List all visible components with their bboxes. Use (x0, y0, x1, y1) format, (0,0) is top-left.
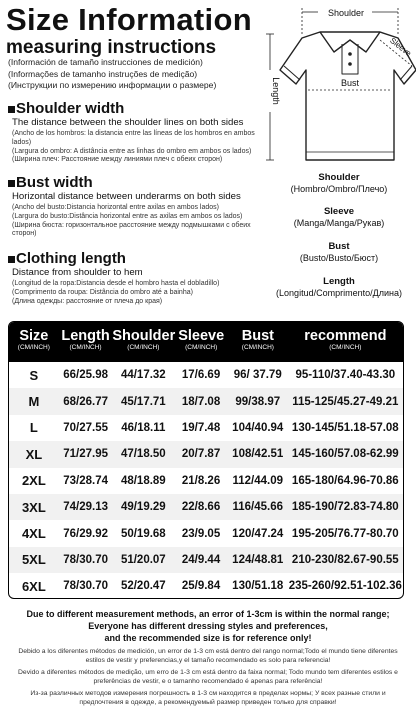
bust-cell: 99/38.97 (235, 395, 281, 408)
sleeve-label: Sleeve (388, 35, 413, 59)
shoulder-cell: 49/19.29 (120, 501, 166, 514)
sleeve-cell: 21/8.26 (181, 474, 221, 487)
shoulder-cell: 44/17.32 (120, 369, 166, 382)
bust-cell: 104/40.94 (232, 421, 284, 434)
bust-cell: 124/48.81 (232, 553, 284, 566)
size-table (8, 321, 404, 599)
length-cell: 74/29.13 (63, 501, 108, 514)
length-section (8, 251, 258, 306)
size-cell: M (28, 394, 40, 410)
recommend-cell: 185-190/72.83-74.80 (291, 501, 399, 514)
shoulder-cell: 47/18.50 (120, 448, 166, 461)
section-note: (Longitud de la ropa:Distancia desde el hombro hasta el dobladillo) (12, 280, 220, 287)
section-title: Clothing length (16, 250, 126, 267)
page-subtitle: measuring instructions (6, 37, 217, 58)
table-header (9, 322, 403, 362)
bust-cell: 112/44.09 (232, 474, 284, 487)
recommend-cell: 195-205/76.77-80.70 (291, 527, 399, 540)
recommend-cell: 95-110/37.40-43.30 (295, 369, 396, 382)
legend-value: (Busto/Busto/Бюст) (299, 253, 379, 263)
table-row (9, 573, 403, 599)
section-desc: Distance from shoulder to hem (12, 267, 143, 278)
button-icon (348, 62, 352, 66)
sleeve-cell: 22/8.66 (181, 501, 221, 514)
disclaimer-line: Due to different measurement methods, an error of 1-3cm is within the normal range; (26, 609, 390, 619)
shoulder-cell: 48/18.89 (120, 474, 166, 487)
shirt-collar (320, 32, 380, 52)
table-row (9, 441, 403, 467)
recommend-cell: 165-180/64.96-70.86 (291, 474, 399, 487)
column-header: Size (CM/INCH) (17, 328, 50, 351)
recommend-cell: 115-125/45.27-49.21 (292, 395, 399, 408)
length-cell: 70/27.55 (63, 421, 108, 434)
recommend-cell: 235-260/92.51-102.36 (288, 580, 402, 593)
table-row (9, 362, 403, 388)
length-cell: 78/30.70 (63, 553, 108, 566)
section-desc: Horizontal distance between underarms on both sides (12, 191, 241, 202)
section-note: (Comprimento da roupa: Distância do ombro até a bainha) (12, 288, 193, 296)
bullet-icon (8, 106, 15, 113)
size-cell: 4XL (21, 526, 46, 542)
size-cell: 3XL (21, 499, 46, 515)
legend-value: (Longitud/Comprimento/Длина) (276, 288, 402, 298)
section-note: (Ширина бюста: горизонтальное расстояние между подмышками с обеих сторон) (12, 221, 251, 238)
size-cell: 2XL (21, 473, 46, 489)
bust-cell: 108/42.51 (232, 448, 284, 461)
sleeve-cell: 25/9.84 (181, 580, 221, 593)
legend-key: Length (323, 276, 355, 287)
sleeve-cell: 18/7.08 (181, 395, 221, 408)
size-cell: XL (25, 446, 43, 462)
section-title: Shoulder width (16, 100, 125, 117)
recommend-cell: 210-230/82.67-90.55 (291, 553, 399, 566)
column-header: Bust (CM/INCH) (241, 328, 274, 351)
legend-key: Shoulder (318, 172, 360, 183)
size-cell: 6XL (21, 578, 46, 594)
subtitle-translations (8, 57, 268, 92)
length-label: Length (271, 77, 281, 105)
bust-cell: 120/47.24 (232, 527, 284, 540)
column-header: recommend (CM/INCH) (304, 328, 387, 351)
disclaimer-line: Everyone has different dressing styles and preferences, (88, 621, 328, 631)
disclaimer-translation: Из-за различных методов измерения погрешность в 1-3 см находится в пределах нормы; У всех разные стили и предпочтения в одежде, а рекомендуемый размер приведен только для справки! (30, 690, 386, 706)
table-row (9, 415, 403, 441)
shoulder-cell: 45/17.71 (120, 395, 166, 408)
column-header: Sleeve (CM/INCH) (178, 328, 225, 351)
recommend-cell: 145-160/57.08-62.99 (291, 448, 399, 461)
disclaimer-translation: Debido a los diferentes métodos de medición, un error de 1-3 cm está dentro del rango normal;Todo el mundo tiene diferentes estilos de vestir y preferencias,y el tamaño recomendado es solo para referencia! (18, 648, 398, 664)
table-row (9, 468, 403, 494)
table-row (9, 494, 403, 520)
recommend-cell: 130-145/51.18-57.08 (291, 421, 399, 434)
column-header: Shoulder (CM/INCH) (112, 328, 176, 351)
sleeve-cell: 17/6.69 (181, 369, 221, 382)
legend-sleeve (262, 206, 416, 229)
bust-section (8, 175, 258, 239)
table-row (9, 520, 403, 546)
table-row (9, 547, 403, 573)
footer-disclaimer (10, 608, 406, 707)
shoulder-cell: 51/20.07 (120, 553, 166, 566)
polo-shirt-diagram (262, 0, 416, 170)
bust-label: Bust (340, 78, 360, 88)
size-cell: S (29, 367, 39, 383)
length-cell: 68/26.77 (63, 395, 108, 408)
legend-shoulder (262, 172, 416, 195)
legend-length (262, 276, 416, 299)
sleeve-cell: 19/7.48 (181, 421, 221, 434)
section-note: (Длина одежды: расстояние от плеча до края) (12, 297, 163, 305)
shoulder-cell: 50/19.68 (120, 527, 166, 540)
size-cell: L (29, 420, 38, 436)
shoulder-section (8, 101, 258, 165)
bust-cell: 116/45.66 (232, 501, 284, 514)
subtitle-translation: (Informações de tamanho instruções de medição) (8, 68, 198, 79)
bullet-icon (8, 180, 15, 187)
disclaimer-line: and the recommended size is for reference only! (104, 633, 312, 643)
length-cell: 78/30.70 (63, 580, 108, 593)
section-note: (Largura do busto:Distância horizontal entre as axilas em ambos os lados) (12, 212, 243, 220)
section-note: (Ancho del busto:Distancia horizontal entre axilas en ambos lados) (12, 204, 220, 211)
shoulder-label: Shoulder (327, 8, 365, 18)
section-note: (Ancho de los hombros: la distancia entre las líneas de los hombros en ambos lados) (12, 130, 255, 146)
table-row (9, 388, 403, 414)
length-cell: 66/25.98 (63, 369, 108, 382)
legend-value: (Manga/Manga/Рукав) (293, 218, 385, 228)
shirt-outline (280, 32, 416, 160)
bust-cell: 96/ 37.79 (233, 369, 282, 382)
legend-bust (262, 241, 416, 264)
bust-cell: 130/51.18 (232, 580, 284, 593)
section-note: (Ширина плеч: Расстояние между линиями плеч с обеих сторон) (12, 156, 223, 164)
bullet-icon (8, 256, 15, 263)
sleeve-cell: 23/9.05 (181, 527, 221, 540)
legend-key: Sleeve (323, 206, 355, 217)
subtitle-translation: (Información de tamaño instrucciones de medición) (8, 57, 203, 67)
size-cell: 5XL (21, 552, 46, 568)
shoulder-cell: 52/20.47 (120, 580, 166, 593)
shoulder-cell: 46/18.11 (121, 421, 166, 434)
legend-key: Bust (328, 241, 350, 252)
subtitle-translation: (Инструкции по измерению информации о размере) (8, 80, 217, 90)
legend-value: (Hombro/Ombro/Плечо) (290, 184, 388, 194)
sleeve-cell: 20/7.87 (181, 448, 221, 461)
section-note: (Largura do ombro: A distância entre as linhas do ombro em ambos os lados) (12, 147, 252, 155)
section-title: Bust width (16, 174, 93, 191)
table-body (9, 362, 403, 599)
length-cell: 76/29.92 (63, 527, 108, 540)
button-icon (348, 52, 352, 56)
disclaimer-translation: Devido a diferentes métodos de medição, um erro de 1-3 cm está dentro da faixa normal; Todo mundo tem diferentes estilos e preferências de vestir, e o tamanho recomendado é apenas para referência! (18, 669, 398, 685)
sleeve-cell: 24/9.44 (181, 553, 221, 566)
page-title: Size Information (6, 2, 252, 37)
column-header: Length (CM/INCH) (61, 328, 110, 351)
section-desc: The distance between the shoulder lines on both sides (12, 117, 244, 128)
length-cell: 71/27.95 (63, 448, 108, 461)
length-cell: 73/28.74 (63, 474, 108, 487)
